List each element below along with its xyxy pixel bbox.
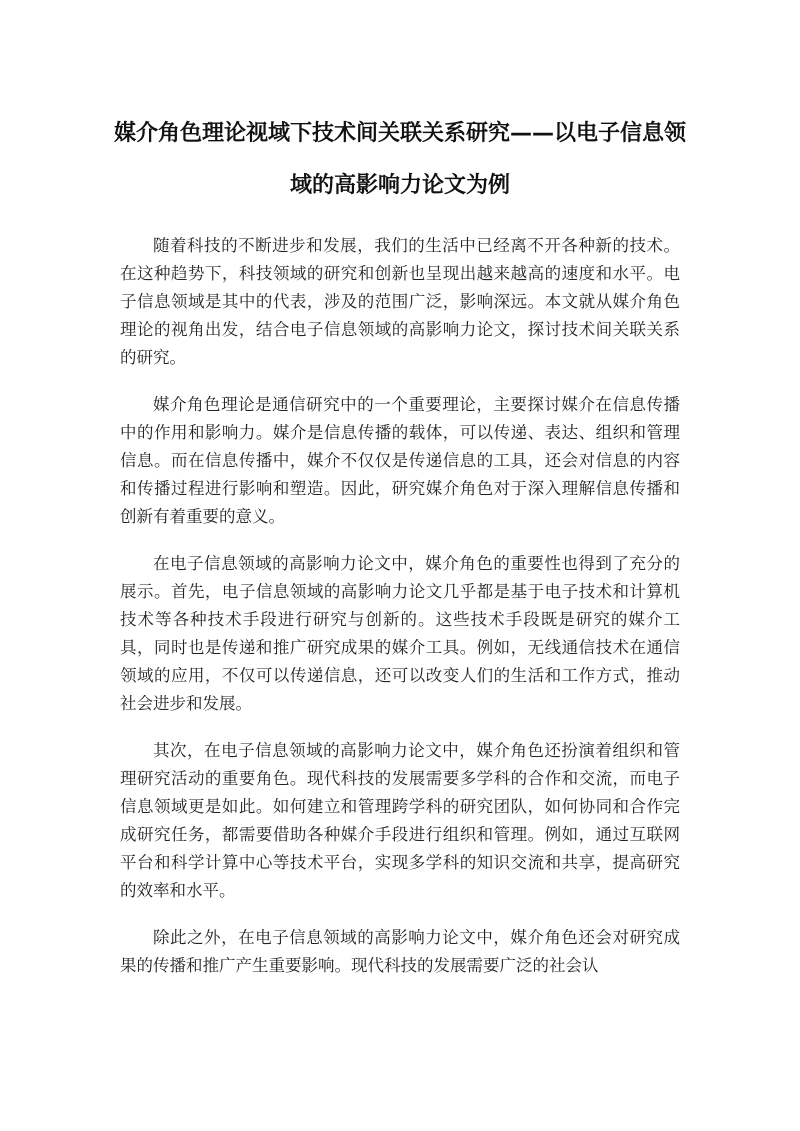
document-title: 媒介角色理论视域下技术间关联关系研究——以电子信息领域的高影响力论文为例 (113, 121, 686, 198)
paragraph-4: 其次，在电子信息领域的高影响力论文中，媒介角色还扮演着组织和管理研究活动的重要角色。现代科技的发展需要多学科的合作和交流，而电子信息领域更是如此。如何建立和管理跨学科的研究团队，如何协同和合作完成研究任务，都需要借助各种媒介手段进行组织和管理。例如，通过互联网平台和科学计算中心等技术平台，实现多学科的知识交流和共享，提高研究的效率和水平。 (120, 741, 680, 900)
paragraph-2: 媒介角色理论是通信研究中的一个重要理论，主要探讨媒介在信息传播中的作用和影响力。媒介是信息传播的载体，可以传递、表达、组织和管理信息。而在信息传播中，媒介不仅仅是传递信息的工具，还会对信息的内容和传播过程进行影响和塑造。因此，研究媒介角色对于深入理解信息传播和创新有着重要的意义。 (120, 395, 680, 526)
paragraph-3: 在电子信息领域的高影响力论文中，媒介角色的重要性也得到了充分的展示。首先，电子信息领域的高影响力论文几乎都是基于电子技术和计算机技术等各种技术手段进行研究与创新的。这些技术手段既是研究的媒介工具，同时也是传递和推广研究成果的媒介工具。例如，无线通信技术在通信领域的应用，不仅可以传递信息，还可以改变人们的生活和工作方式，推动社会进步和发展。 (120, 554, 680, 713)
paragraph-5: 除此之外，在电子信息领域的高影响力论文中，媒介角色还会对研究成果的传播和推广产生重要影响。现代科技的发展需要广泛的社会认 (120, 928, 680, 975)
paragraph-1: 随着科技的不断进步和发展，我们的生活中已经离不开各种新的技术。在这种趋势下，科技领域的研究和创新也呈现出越来越高的速度和水平。电子信息领域是其中的代表，涉及的范围广泛，影响深远。本文就从媒介角色理论的视角出发，结合电子信息领域的高影响力论文，探讨技术间关联关系的研究。 (120, 236, 680, 367)
document-body (120, 232, 680, 999)
